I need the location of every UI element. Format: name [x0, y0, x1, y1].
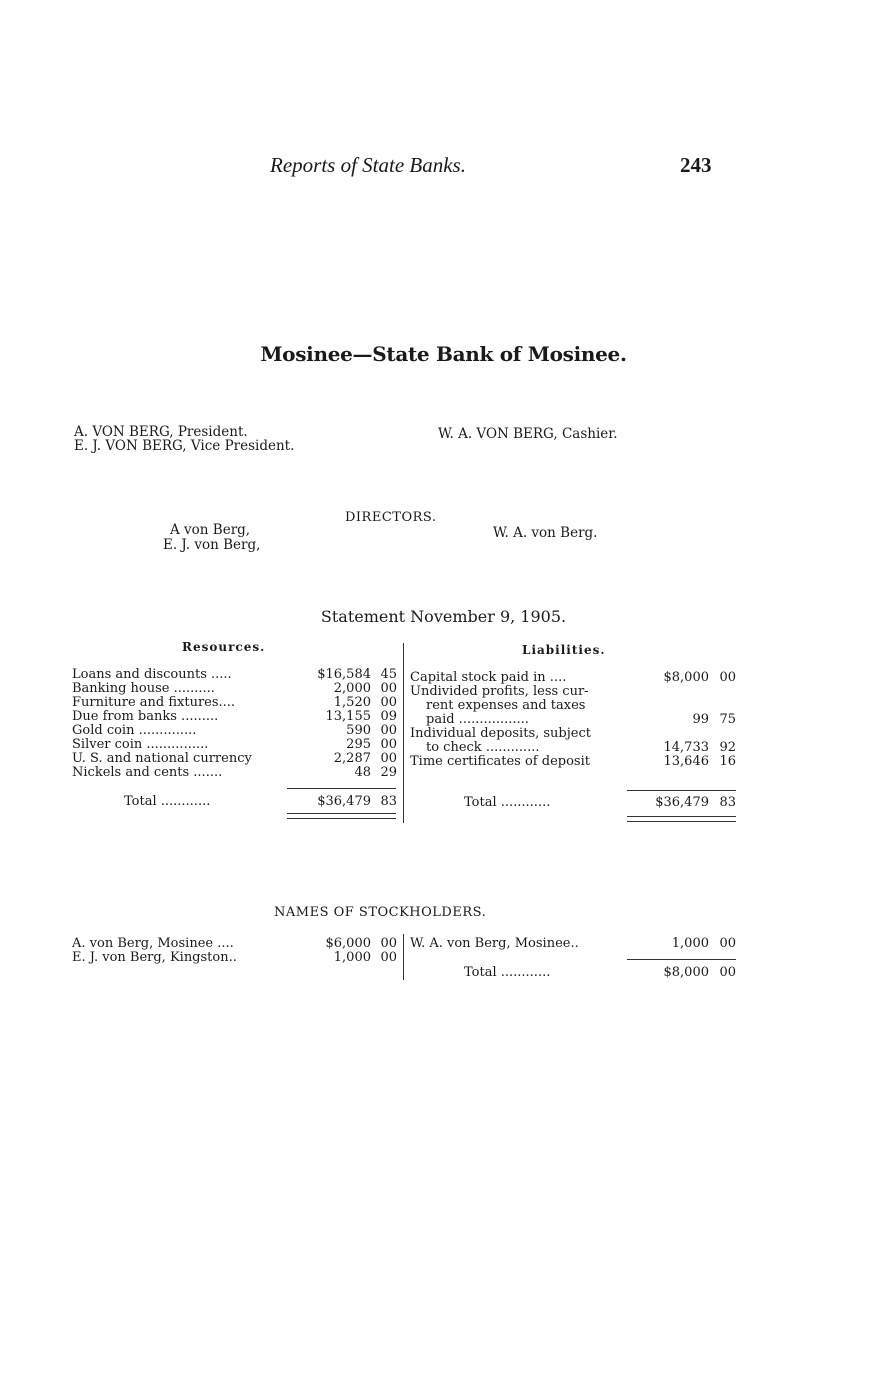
- row-cents: 75: [719, 712, 736, 727]
- row-dollars: $16,584: [317, 667, 371, 682]
- stockholder-dollars: 1,000: [671, 936, 709, 951]
- liabilities-heading: Liabilities.: [522, 643, 606, 657]
- row-cents: 00: [380, 695, 397, 710]
- row-dollars: 2,000: [333, 681, 371, 696]
- table-row: [404, 685, 739, 699]
- statement-title: Statement November 9, 1905.: [320, 607, 567, 626]
- row-label: Loans and discounts .....: [72, 667, 232, 682]
- stockholder-name: W. A. von Berg, Mosinee..: [410, 936, 579, 951]
- row-dollars: 2,287: [333, 751, 371, 766]
- row-label: rent expenses and taxes: [426, 698, 586, 713]
- stockholders-total-row: [404, 966, 739, 980]
- total-label: Total ............: [464, 795, 551, 810]
- resources-total-rule: [287, 788, 396, 789]
- resources-double-rule: [287, 813, 396, 819]
- resources-heading: Resources.: [182, 640, 266, 654]
- row-label: Undivided profits, less cur-: [410, 684, 589, 699]
- table-row: [0, 752, 403, 766]
- row-label: U. S. and national currency: [72, 751, 252, 766]
- total-cents: 00: [719, 965, 736, 980]
- row-cents: 29: [380, 765, 397, 780]
- stockholders-total-rule: [627, 959, 736, 960]
- running-header-title: Reports of State Banks.: [270, 153, 466, 177]
- table-row: [0, 682, 403, 696]
- table-row: [0, 668, 403, 682]
- table-row: [0, 951, 403, 965]
- row-label: to check .............: [426, 740, 540, 755]
- row-cents: 00: [719, 670, 736, 685]
- table-row: [0, 937, 403, 951]
- total-dollars: $8,000: [663, 965, 709, 980]
- row-cents: 92: [719, 740, 736, 755]
- table-row: [0, 724, 403, 738]
- row-dollars: 295: [346, 737, 371, 752]
- row-dollars: 590: [346, 723, 371, 738]
- stockholder-cents: 00: [380, 936, 397, 951]
- stockholder-dollars: $6,000: [325, 936, 371, 951]
- table-row: [404, 727, 739, 741]
- total-dollars: $36,479: [655, 795, 709, 810]
- table-row: [0, 696, 403, 710]
- row-cents: 00: [380, 681, 397, 696]
- liabilities-total-row: [404, 796, 739, 810]
- row-dollars: 48: [354, 765, 371, 780]
- director-name: W. A. von Berg.: [493, 525, 598, 541]
- row-label: paid .................: [426, 712, 529, 727]
- total-cents: 83: [719, 795, 736, 810]
- stockholder-cents: 00: [719, 936, 736, 951]
- row-cents: 00: [380, 737, 397, 752]
- stockholder-name: A. von Berg, Mosinee ....: [72, 936, 234, 951]
- table-row: [404, 741, 739, 755]
- row-label: Nickels and cents .......: [72, 765, 223, 780]
- row-cents: 00: [380, 751, 397, 766]
- liabilities-double-rule: [627, 816, 736, 822]
- row-dollars: 99: [692, 712, 709, 727]
- page-number: 243: [680, 153, 712, 177]
- table-row: [404, 671, 739, 685]
- director-name: A von Berg,: [170, 522, 251, 538]
- row-label: Capital stock paid in ....: [410, 670, 567, 685]
- stockholders-heading: NAMES OF STOCKHOLDERS.: [274, 905, 487, 920]
- row-label: Silver coin ...............: [72, 737, 209, 752]
- row-label: Due from banks .........: [72, 709, 219, 724]
- row-label: Banking house ..........: [72, 681, 215, 696]
- table-row: [404, 713, 739, 727]
- row-dollars: 14,733: [663, 740, 709, 755]
- liabilities-total-rule: [627, 790, 736, 791]
- total-cents: 83: [380, 794, 397, 809]
- stockholder-name: E. J. von Berg, Kingston..: [72, 950, 237, 965]
- row-cents: 00: [380, 723, 397, 738]
- total-dollars: $36,479: [317, 794, 371, 809]
- row-label: Gold coin ..............: [72, 723, 197, 738]
- total-label: Total ............: [464, 965, 551, 980]
- officer-president: A. VON BERG, President.: [74, 424, 248, 440]
- officer-vice-president: E. J. VON BERG, Vice President.: [74, 438, 295, 454]
- director-name: E. J. von Berg,: [163, 537, 261, 553]
- stockholder-cents: 00: [380, 950, 397, 965]
- row-dollars: $8,000: [663, 670, 709, 685]
- table-row: [404, 755, 739, 769]
- resources-total-row: [0, 795, 403, 809]
- bank-title: Mosinee—State Bank of Mosinee.: [260, 342, 627, 366]
- row-dollars: 13,646: [663, 754, 709, 769]
- table-row: [404, 699, 739, 713]
- table-row: [0, 738, 403, 752]
- table-row: [404, 937, 739, 951]
- row-dollars: 13,155: [325, 709, 371, 724]
- row-dollars: 1,520: [333, 695, 371, 710]
- row-label: Furniture and fixtures....: [72, 695, 236, 710]
- row-cents: 16: [719, 754, 736, 769]
- table-row: [0, 766, 403, 780]
- officer-cashier: W. A. VON BERG, Cashier.: [438, 426, 618, 442]
- total-label: Total ............: [124, 794, 211, 809]
- row-label: Individual deposits, subject: [410, 726, 591, 741]
- row-cents: 09: [380, 709, 397, 724]
- table-row: [0, 710, 403, 724]
- row-cents: 45: [380, 667, 397, 682]
- row-label: Time certificates of deposit: [410, 754, 590, 769]
- directors-heading: DIRECTORS.: [345, 510, 437, 525]
- stockholder-dollars: 1,000: [333, 950, 371, 965]
